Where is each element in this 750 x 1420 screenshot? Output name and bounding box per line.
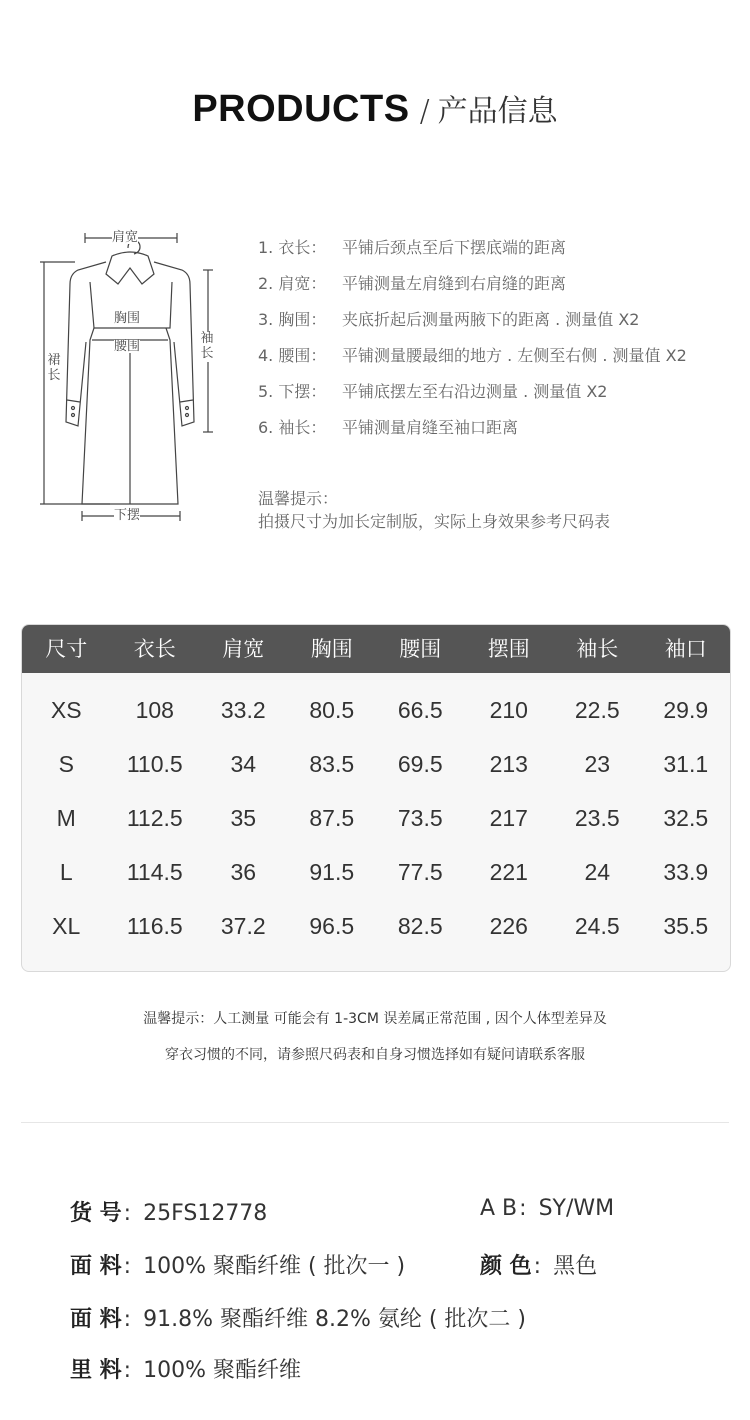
table-cell: 83.5 xyxy=(309,750,355,777)
table-cell: 24.5 xyxy=(574,912,620,939)
photo-tip-text: 拍摄尺寸为加长定制版，实际上身效果参考尺码表 xyxy=(258,512,611,531)
definition-label: 2. 肩宽： xyxy=(258,273,327,293)
table-row xyxy=(22,845,730,899)
table-cell: 213 xyxy=(489,750,528,777)
diagram-label-hem: 下摆 xyxy=(114,508,141,523)
table-cell: L xyxy=(59,858,73,885)
definition-label: 5. 下摆： xyxy=(258,381,327,401)
table-cell: 221 xyxy=(489,858,528,885)
definition-text: 平铺测量左肩缝到右肩缝的距离 xyxy=(342,273,567,293)
table-cell: 114.5 xyxy=(126,858,183,885)
column-header: 摆围 xyxy=(487,637,530,661)
section-divider xyxy=(21,1122,729,1123)
table-row xyxy=(22,899,730,953)
table-cell: XL xyxy=(52,912,81,939)
definition-item xyxy=(258,300,738,336)
table-cell: 91.5 xyxy=(309,858,355,885)
definition-text: 平铺测量腰最细的地方 . 左侧至右侧 . 测量值 X2 xyxy=(342,345,687,365)
column-header: 尺寸 xyxy=(45,637,88,661)
info-key: 里 料 xyxy=(70,1358,122,1383)
definition-label: 6. 袖长： xyxy=(258,417,327,437)
table-cell: M xyxy=(56,804,76,831)
table-cell: 32.5 xyxy=(663,804,709,831)
size-table-body xyxy=(22,673,730,953)
table-cell: 82.5 xyxy=(397,912,443,939)
info-key: A B xyxy=(480,1196,518,1221)
table-cell: 35.5 xyxy=(663,912,709,939)
info-color: 颜 色: 黑色 xyxy=(480,1254,598,1279)
table-cell: 69.5 xyxy=(397,750,443,777)
info-fabric-2: 面 料: 91.8% 聚酯纤维 8.2% 氨纶 ( 批次二 ) xyxy=(70,1307,526,1332)
title-separator: / xyxy=(419,94,430,129)
measurement-definitions xyxy=(258,228,738,444)
table-cell: 116.5 xyxy=(126,912,183,939)
table-cell: 66.5 xyxy=(397,696,443,723)
table-row xyxy=(22,737,730,791)
column-header: 胸围 xyxy=(310,637,353,661)
column-header: 腰围 xyxy=(399,637,442,661)
table-cell: 29.9 xyxy=(663,696,709,723)
definition-text: 平铺后颈点至后下摆底端的距离 xyxy=(342,237,567,257)
definition-label: 3. 胸围： xyxy=(258,309,327,329)
definition-item xyxy=(258,408,738,444)
size-table xyxy=(21,624,731,972)
table-cell: 110.5 xyxy=(126,750,183,777)
info-lining: 里 料: 100% 聚酯纤维 xyxy=(70,1358,301,1383)
diagram-label-sleeve: 袖长 xyxy=(200,331,214,361)
table-cell: 23 xyxy=(584,750,611,777)
definition-item xyxy=(258,336,738,372)
measurement-note-line-2: 穿衣习惯的不同，请参照尺码表和自身习惯选择如有疑问请联系客服 xyxy=(165,1047,585,1063)
diagram-label-shoulder: 肩宽 xyxy=(112,230,139,245)
table-cell: 23.5 xyxy=(574,804,620,831)
table-cell: 31.1 xyxy=(663,750,709,777)
diagram-label-skirt-length: 裙长 xyxy=(47,353,61,383)
info-value: SY/WM xyxy=(538,1196,615,1221)
info-fabric-1: 面 料: 100% 聚酯纤维 ( 批次一 ) xyxy=(70,1254,406,1279)
definition-item xyxy=(258,264,738,300)
info-value: 黑色 xyxy=(553,1254,598,1279)
size-table-header xyxy=(22,625,730,673)
definition-item xyxy=(258,372,738,408)
table-cell: 80.5 xyxy=(309,696,355,723)
info-key: 颜 色 xyxy=(480,1254,532,1279)
measurement-note-line-1: 温馨提示：人工测量 可能会有 1-3CM 误差属正常范围 , 因个人体型差异及 xyxy=(143,1011,607,1027)
table-cell: 33.2 xyxy=(220,696,266,723)
table-cell: S xyxy=(58,750,74,777)
table-cell: 73.5 xyxy=(397,804,443,831)
table-cell: 112.5 xyxy=(126,804,183,831)
info-key: 面 料 xyxy=(70,1307,122,1332)
table-cell: 77.5 xyxy=(397,858,443,885)
column-header: 肩宽 xyxy=(222,637,265,661)
page-header xyxy=(0,86,750,131)
table-cell: 108 xyxy=(135,696,174,723)
dress-diagram xyxy=(30,222,220,527)
definition-label: 1. 衣长： xyxy=(258,237,327,257)
info-value: 100% 聚酯纤维 ( 批次一 ) xyxy=(143,1254,406,1279)
definition-item xyxy=(258,228,738,264)
info-key: 货 号 xyxy=(70,1201,122,1226)
info-value: 91.8% 聚酯纤维 8.2% 氨纶 ( 批次二 ) xyxy=(143,1307,526,1332)
table-cell: 87.5 xyxy=(309,804,355,831)
title-en: PRODUCTS xyxy=(192,88,410,130)
definition-text: 平铺测量肩缝至袖口距离 xyxy=(342,417,519,437)
table-cell: XS xyxy=(50,696,82,723)
table-cell: 22.5 xyxy=(574,696,620,723)
info-value: 100% 聚酯纤维 xyxy=(143,1358,301,1383)
info-item-number: 货 号: 25FS12778 xyxy=(70,1201,268,1226)
table-row xyxy=(22,683,730,737)
table-cell: 37.2 xyxy=(220,912,266,939)
diagram-label-waist: 腰围 xyxy=(114,339,141,354)
title-cn: 产品信息 xyxy=(437,94,558,129)
column-header: 袖长 xyxy=(576,637,619,661)
definition-label: 4. 腰围： xyxy=(258,345,327,365)
info-ab: A B: SY/WM xyxy=(480,1196,615,1221)
table-cell: 33.9 xyxy=(663,858,709,885)
table-cell: 226 xyxy=(489,912,528,939)
diagram-label-chest: 胸围 xyxy=(114,311,141,326)
definition-text: 夹底折起后测量两腋下的距离 . 测量值 X2 xyxy=(342,309,640,329)
table-cell: 35 xyxy=(230,804,257,831)
column-header: 衣长 xyxy=(133,637,176,661)
info-value: 25FS12778 xyxy=(143,1201,268,1226)
table-row xyxy=(22,791,730,845)
column-header: 袖口 xyxy=(664,637,707,661)
table-cell: 36 xyxy=(230,858,257,885)
definition-text: 平铺底摆左至右沿边测量 . 测量值 X2 xyxy=(342,381,608,401)
table-cell: 96.5 xyxy=(309,912,355,939)
photo-tip-title: 温馨提示： xyxy=(258,489,339,508)
info-key: 面 料 xyxy=(70,1254,122,1279)
table-cell: 217 xyxy=(489,804,528,831)
table-cell: 34 xyxy=(230,750,257,777)
photo-tip xyxy=(258,487,610,533)
table-cell: 210 xyxy=(489,696,528,723)
table-cell: 24 xyxy=(584,858,611,885)
